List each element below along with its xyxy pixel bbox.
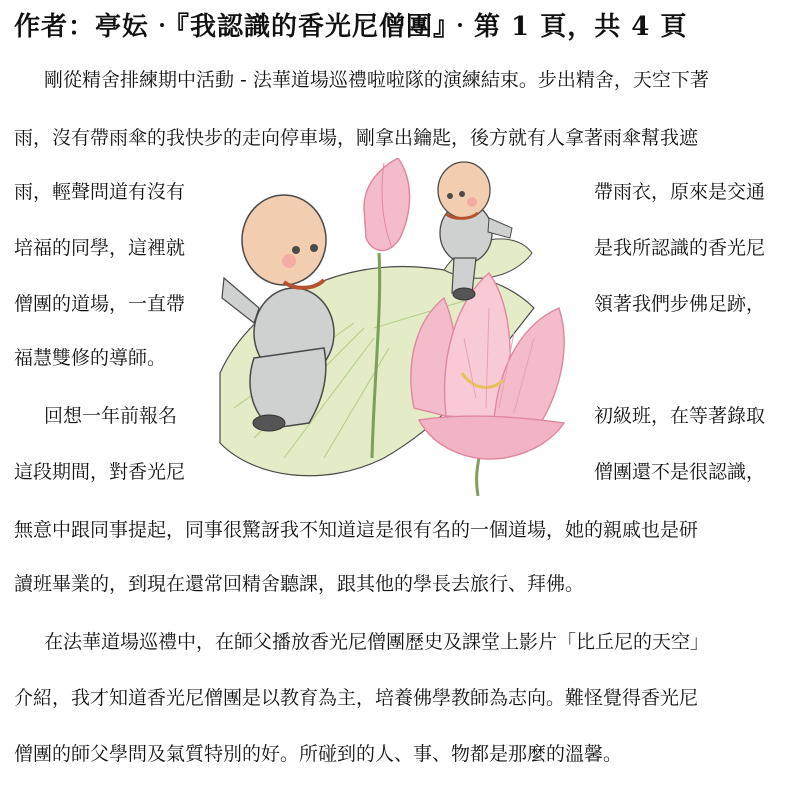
text-line: 福慧雙修的導師。: [14, 347, 167, 369]
text-line: 雨，輕聲問道有沒有: [14, 181, 186, 203]
text-line: 領著我們步佛足跡，: [594, 293, 766, 315]
text-line: 帶雨衣，原來是交通: [594, 181, 766, 203]
text-line: 這段期間，對香光尼: [14, 461, 186, 483]
text-line: 回想一年前報名: [44, 405, 178, 427]
text-line: 僧團還不是很認識，: [594, 461, 766, 483]
monks-on-lotus-illustration-icon: [214, 158, 586, 496]
text-line: 是我所認識的香光尼: [594, 237, 766, 259]
text-line: 雨，沒有帶雨傘的我快步的走向停車場，剛拿出鑰匙，後方就有人拿著雨傘幫我遮: [14, 127, 699, 149]
page-title: 作者：亭妘‧『我認識的香光尼僧團』‧第 1 頁，共 4 頁: [14, 12, 688, 42]
text-line: 無意中跟同事提起，同事很驚訝我不知道這是很有名的一個道場，她的親戚也是研: [14, 519, 699, 541]
text-line: 介紹，我才知道香光尼僧團是以教育為主，培養佛學教師為志向。難怪覺得香光尼: [14, 687, 699, 709]
text-line: 僧團的道場，一直帶: [14, 293, 186, 315]
text-line: 初級班，在等著錄取: [594, 405, 766, 427]
text-line: 剛從精舍排練期中活動 - 法華道場巡禮啦啦隊的演練結束。步出精舍，天空下著: [44, 69, 709, 91]
text-line: 僧團的師父學問及氣質特別的好。所碰到的人、事、物都是那麼的溫馨。: [14, 743, 623, 765]
text-line: 培福的同學，這裡就: [14, 237, 186, 259]
text-line: 在法華道場巡禮中，在師父播放香光尼僧團歷史及課堂上影片「比丘尼的天空」: [44, 631, 710, 653]
text-line: 讀班畢業的，到現在還常回精舍聽課，跟其他的學長去旅行、拜佛。: [14, 573, 585, 595]
